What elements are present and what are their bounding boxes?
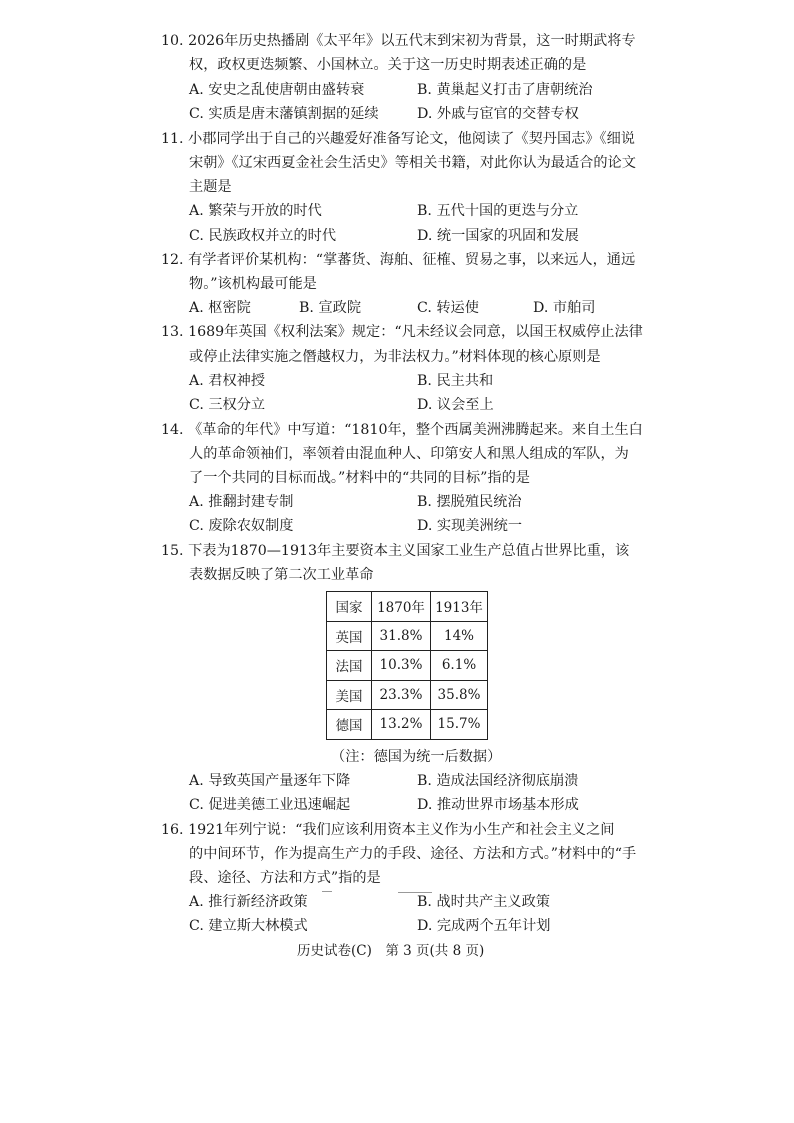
question-16-option-b[interactable]: B. 战时共产主义政策 — [417, 894, 550, 910]
question-14-option-c[interactable]: C. 废除农奴制度 — [189, 518, 294, 534]
question-16-stem-line-1: 16. 1921年列宁说：“我们应该利用资本主义作为小生产和社会主义之间 — [161, 822, 615, 838]
table-cell: 德国 — [327, 710, 372, 740]
table-header-cell: 1913年 — [431, 592, 488, 622]
question-14-option-b[interactable]: B. 摆脱殖民统治 — [417, 494, 522, 510]
table-row — [327, 621, 488, 651]
question-12-option-c[interactable]: C. 转运使 — [417, 300, 479, 316]
question-16-option-d[interactable]: D. 完成两个五年计划 — [417, 918, 551, 934]
table-cell: 10.3% — [372, 651, 431, 681]
table-cell: 23.3% — [372, 680, 431, 710]
table-header-cell: 1870年 — [372, 592, 431, 622]
table-cell: 法国 — [327, 651, 372, 681]
question-16-option-a[interactable]: A. 推行新经济政策 — [189, 894, 308, 910]
question-11-stem-line-2: 宋朝》《辽宋西夏金社会生活史》等相关书籍，对此你认为最适合的论文 — [189, 155, 636, 171]
scan-mark — [322, 891, 332, 892]
question-14-option-d[interactable]: D. 实现美洲统一 — [417, 518, 523, 534]
table-cell: 13.2% — [372, 710, 431, 740]
question-16-option-c[interactable]: C. 建立斯大林模式 — [189, 918, 308, 934]
question-11-option-d[interactable]: D. 统一国家的巩固和发展 — [417, 228, 579, 244]
question-15-option-a[interactable]: A. 导致英国产量逐年下降 — [189, 773, 351, 789]
question-10-stem-line-1: 10. 2026年历史热播剧《太平年》以五代末到宋初为背景，这一时期武将专 — [161, 33, 636, 49]
question-11-stem-line-1: 11. 小郡同学出于自己的兴趣爱好准备写论文，他阅读了《契丹国志》《细说 — [161, 131, 635, 147]
table-cell: 英国 — [327, 621, 372, 651]
question-10-option-a[interactable]: A. 安史之乱使唐朝由盛转衰 — [189, 82, 365, 98]
question-14-option-a[interactable]: A. 推翻封建专制 — [189, 494, 294, 510]
question-10-option-c[interactable]: C. 实质是唐末藩镇割据的延续 — [189, 106, 379, 122]
question-15-stem-line-2: 表数据反映了第二次工业革命 — [189, 567, 374, 583]
question-10-option-d[interactable]: D. 外戚与宦官的交替专权 — [417, 106, 579, 122]
page-footer: 历史试卷(C) 第 3 页(共 8 页) — [297, 943, 485, 959]
question-12-option-a[interactable]: A. 枢密院 — [189, 300, 251, 316]
table-row — [327, 651, 488, 681]
question-11-option-a[interactable]: A. 繁荣与开放的时代 — [189, 203, 322, 219]
table-cell: 35.8% — [431, 680, 488, 710]
industrial-share-table — [326, 591, 488, 740]
question-14-stem-line-2: 人的革命领袖们，率领着由混血种人、印第安人和黑人组成的军队，为 — [189, 446, 629, 462]
question-13-option-a[interactable]: A. 君权神授 — [189, 373, 266, 389]
question-10-option-b[interactable]: B. 黄巢起义打击了唐朝统治 — [417, 82, 593, 98]
question-14-stem-line-1: 14. 《革命的年代》中写道：“1810年，整个西属美洲沸腾起来。来自土生白 — [161, 422, 643, 438]
question-11-stem-line-3: 主题是 — [189, 179, 232, 195]
question-15-option-d[interactable]: D. 推动世界市场基本形成 — [417, 797, 579, 813]
table-cell: 6.1% — [431, 651, 488, 681]
table-header-row — [327, 592, 488, 622]
table-cell: 美国 — [327, 680, 372, 710]
question-13-option-b[interactable]: B. 民主共和 — [417, 373, 494, 389]
question-13-option-c[interactable]: C. 三权分立 — [189, 397, 266, 413]
table-row — [327, 680, 488, 710]
question-11-option-b[interactable]: B. 五代十国的更迭与分立 — [417, 203, 579, 219]
question-13-stem-line-1: 13. 1689年英国《权利法案》规定：“凡未经议会同意，以国王权威停止法律 — [161, 324, 643, 340]
question-12-stem-line-2: 物。”该机构最可能是 — [189, 276, 317, 292]
question-15-option-c[interactable]: C. 促进美德工业迅速崛起 — [189, 797, 351, 813]
question-13-option-d[interactable]: D. 议会至上 — [417, 397, 494, 413]
table-cell: 15.7% — [431, 710, 488, 740]
question-12-option-b[interactable]: B. 宣政院 — [299, 300, 362, 316]
question-13-stem-line-2: 或停止法律实施之僭越权力，为非法权力。”材料体现的核心原则是 — [189, 349, 601, 365]
question-15-option-b[interactable]: B. 造成法国经济彻底崩溃 — [417, 773, 579, 789]
question-11-option-c[interactable]: C. 民族政权并立的时代 — [189, 228, 337, 244]
question-15-stem-line-1: 15. 下表为1870—1913年主要资本主义国家工业生产总值占世界比重，该 — [161, 543, 630, 559]
question-12-option-d[interactable]: D. 市舶司 — [533, 300, 596, 316]
question-14-stem-line-3: 了一个共同的目标而战。”材料中的“共同的目标”指的是 — [189, 470, 530, 486]
table-cell: 31.8% — [372, 621, 431, 651]
question-12-stem-line-1: 12. 有学者评价某机构：“掌蕃货、海舶、征榷、贸易之事，以来远人，通远 — [161, 252, 636, 268]
table-header-cell: 国家 — [327, 592, 372, 622]
table-note: （注：德国为统一后数据） — [331, 749, 502, 765]
question-16-stem-line-2: 的中间环节，作为提高生产力的手段、途径、方法和方式。”材料中的“手 — [189, 846, 637, 862]
table-cell: 14% — [431, 621, 488, 651]
question-16-stem-line-3: 段、途径、方法和方式”指的是 — [189, 870, 381, 886]
question-10-stem-line-2: 权，政权更迭频繁、小国林立。关于这一历史时期表述正确的是 — [189, 57, 587, 73]
table-row — [327, 710, 488, 740]
scan-mark — [398, 892, 432, 893]
